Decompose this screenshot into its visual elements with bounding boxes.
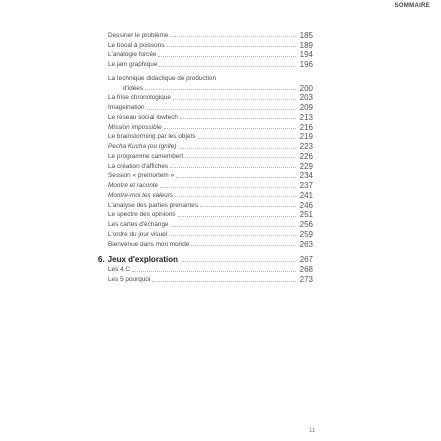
- toc-entry-title: La création d'affiches: [108, 162, 169, 170]
- toc-entry-title: Mission impossible: [108, 123, 162, 131]
- toc-entry-page: 203: [299, 93, 313, 103]
- toc-entry-title: Montre-moi tes valeurs: [108, 191, 173, 199]
- toc-entry[interactable]: [108, 189, 313, 199]
- dot-leader: [152, 281, 296, 282]
- toc-entry-page: 246: [299, 200, 313, 210]
- toc-entry-title: Imageination: [108, 104, 145, 111]
- toc-entry-title: Montre et raconte: [108, 182, 159, 189]
- dot-leader: [158, 56, 296, 57]
- dot-leader: [169, 235, 296, 236]
- dot-leader: [175, 196, 296, 197]
- toc-entry-page: 194: [299, 50, 313, 60]
- toc-entry-title: Le spectre des opinions: [108, 211, 176, 219]
- page-number: 11: [309, 428, 316, 434]
- toc-entry[interactable]: [108, 273, 313, 283]
- toc-entry[interactable]: [108, 82, 313, 92]
- toc-entry-title: Pecha Kucha (ou Ignite): [108, 143, 177, 150]
- section-page: 267: [299, 254, 313, 264]
- toc-entry[interactable]: [108, 140, 313, 150]
- toc-entry-page: 251: [299, 210, 313, 220]
- dot-leader: [179, 148, 296, 149]
- toc-entry-title: Dessiner le problème: [108, 31, 169, 39]
- toc-entry[interactable]: [108, 101, 313, 111]
- toc-entry-title: Les 4 C: [108, 266, 131, 274]
- toc-entry-title: La technique didactique de production: [108, 74, 217, 82]
- toc-entry[interactable]: [108, 228, 313, 238]
- toc-entry-page: 196: [299, 60, 313, 69]
- toc-entry-page: 259: [299, 229, 313, 239]
- toc-entry[interactable]: [108, 179, 313, 189]
- toc-entry[interactable]: [108, 264, 313, 274]
- section-title: Jeux d'exploration: [107, 254, 179, 264]
- toc-entry[interactable]: [108, 58, 313, 68]
- toc-entry-page: 209: [299, 103, 313, 112]
- dot-leader: [180, 118, 296, 119]
- toc-entry-title: Bienvenue dans mon monde: [108, 240, 190, 248]
- dot-leader: [200, 206, 296, 207]
- dot-leader: [173, 99, 296, 100]
- dot-leader: [164, 128, 296, 129]
- toc-entry[interactable]: [108, 209, 313, 219]
- toc-entry-title: Les 5 pourquoi: [108, 276, 151, 283]
- toc-entry-page: 268: [299, 265, 313, 275]
- toc-entry-title: Le programme camembert: [108, 152, 184, 160]
- running-header: SOMMAIRE: [394, 3, 430, 9]
- toc-entry-page: 200: [299, 83, 313, 93]
- toc-entry-page: 273: [299, 275, 313, 284]
- toc-entry-title: Le brainstorming par les objets: [108, 133, 196, 141]
- dot-leader: [145, 89, 296, 90]
- dot-leader: [170, 36, 296, 37]
- toc-entry[interactable]: [108, 160, 313, 170]
- toc-entry-title: d'idées: [123, 84, 144, 92]
- toc-entry[interactable]: [108, 199, 313, 209]
- toc-entry[interactable]: [108, 218, 313, 228]
- toc-entry[interactable]: [108, 111, 313, 121]
- dot-leader: [181, 261, 296, 262]
- toc-entry[interactable]: [108, 49, 313, 59]
- table-of-contents: [98, 29, 313, 284]
- dot-leader: [159, 66, 296, 67]
- section-number: 6.: [98, 254, 105, 264]
- dot-leader: [176, 177, 296, 178]
- toc-entry-page: 223: [299, 142, 313, 151]
- toc-entry-page: 189: [299, 40, 313, 50]
- toc-entry[interactable]: [108, 29, 313, 39]
- toc-entry-title: L'analogie forcée: [108, 51, 157, 59]
- toc-entry-page: 256: [299, 220, 313, 229]
- toc-entry-title: L'ordre du jour visuel: [108, 230, 168, 238]
- dot-leader: [185, 157, 296, 158]
- toc-entry-page: 263: [299, 239, 313, 249]
- dot-leader: [197, 138, 296, 139]
- toc-entry-title: Le jam graphique: [108, 61, 158, 68]
- toc-entry-page: 219: [299, 132, 313, 142]
- toc-entry[interactable]: [108, 150, 313, 160]
- toc-entry[interactable]: [108, 238, 313, 248]
- dot-leader: [160, 187, 296, 188]
- dot-leader: [167, 46, 297, 47]
- dot-leader: [147, 109, 296, 110]
- toc-entry[interactable]: [108, 39, 313, 49]
- toc-entry[interactable]: [108, 92, 313, 102]
- toc-entry-title: L'analyse des parties prenantes: [108, 201, 199, 209]
- toc-entry-page: 241: [299, 190, 313, 200]
- toc-entry-page: 234: [299, 171, 313, 181]
- toc-entry-page: 237: [299, 181, 313, 190]
- toc-entry[interactable]: [108, 131, 313, 141]
- toc-entry-title: Le réseau social lowtech: [108, 113, 178, 121]
- toc-entry-page: 185: [299, 30, 313, 40]
- toc-entry-title: Session « premortem »: [108, 172, 175, 180]
- toc-entry-title: La frise chronologique: [108, 94, 171, 102]
- dot-leader: [171, 226, 296, 227]
- toc-entry[interactable]: [108, 121, 313, 131]
- toc-entry[interactable]: [108, 170, 313, 180]
- dot-leader: [178, 216, 296, 217]
- dot-leader: [132, 271, 296, 272]
- toc-entry[interactable]: [108, 72, 313, 82]
- toc-entry-page: 229: [299, 161, 313, 171]
- toc-entry-page: 216: [299, 122, 313, 132]
- toc-entry-title: Les cartes d'échange: [108, 221, 169, 228]
- toc-section-heading[interactable]: [98, 250, 313, 264]
- dot-leader: [191, 245, 296, 246]
- toc-entry-title: Le bocal à poissons: [108, 41, 165, 49]
- dot-leader: [170, 167, 296, 168]
- toc-entry-page: 213: [299, 112, 313, 122]
- toc-entry-page: 226: [299, 151, 313, 161]
